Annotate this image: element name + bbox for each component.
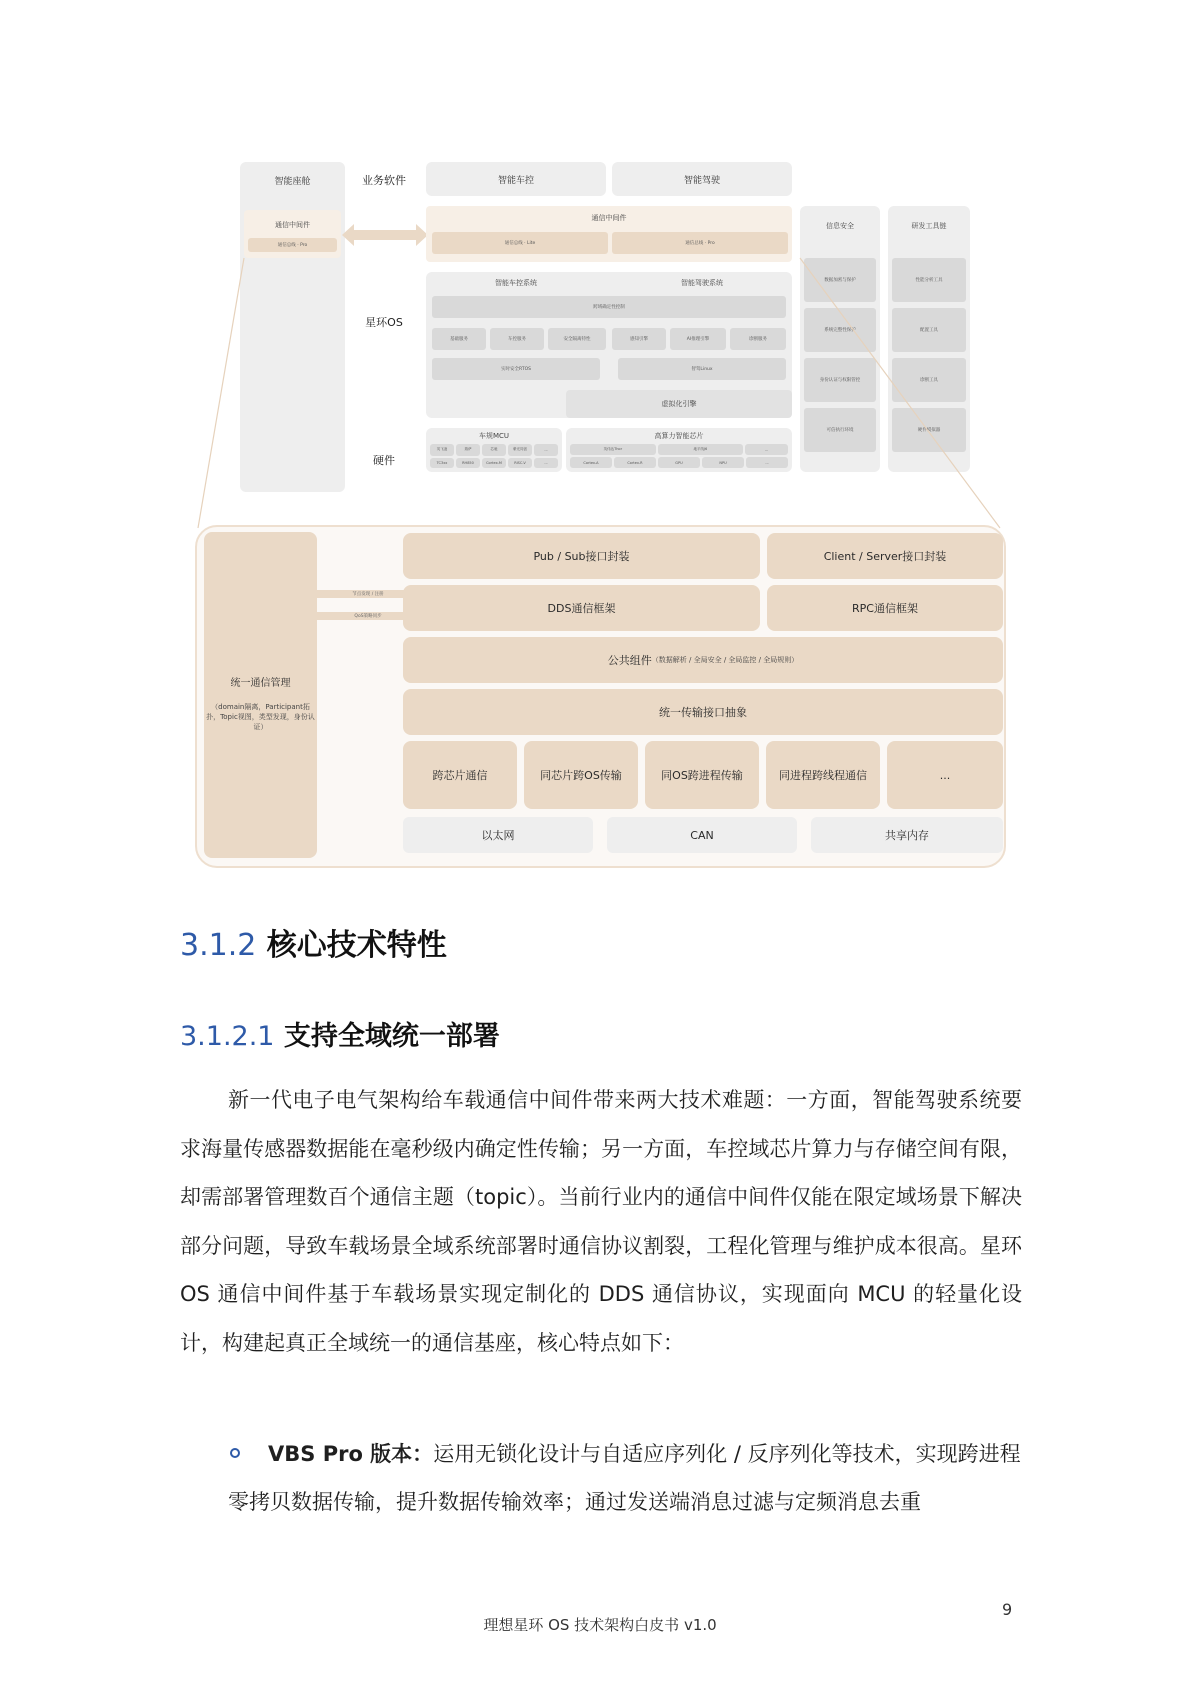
pubsub-interface: Pub / Sub接口封装: [403, 533, 760, 579]
virtualization-engine: 虚拟化引擎: [566, 390, 792, 418]
tools-item: 性能分析工具: [892, 258, 966, 302]
dds-framework: DDS通信框架: [403, 585, 760, 631]
mcu-title: 车规MCU: [478, 432, 510, 440]
mcu-chip: ...: [534, 444, 558, 456]
section-heading-text: 核心技术特性: [266, 928, 447, 963]
row-label-os: 星环OS: [365, 316, 403, 329]
service-item: 诊断服务: [730, 328, 786, 350]
subsection-heading: [180, 1014, 980, 1054]
cockpit-middleware-title: 通信中间件: [275, 221, 310, 229]
cockpit-title: 智能座舱: [274, 176, 311, 187]
rtos-box: 实时安全RTOS: [432, 358, 600, 380]
tools-item: 诊断工具: [892, 358, 966, 402]
tools-title: 研发工具链: [911, 222, 947, 230]
transport-item: 同芯片跨OS传输: [524, 741, 638, 809]
transport-item: 同进程跨线程通信: [766, 741, 880, 809]
business-item-driving: 智能驾驶: [612, 162, 792, 196]
business-item-vehicle-control: 智能车控: [426, 162, 606, 196]
bullet-item: [228, 1430, 1022, 1526]
cross-domain-bar: 跨域确定性控制: [432, 296, 786, 318]
security-title: 信息安全: [826, 222, 854, 230]
service-item: AI推理引擎: [670, 328, 726, 350]
mcu-chip: 瑞萨: [456, 444, 480, 456]
row-label-business: 业务软件: [362, 174, 406, 187]
service-item: 安全隔离特性: [548, 328, 606, 350]
transport-item: 跨芯片通信: [403, 741, 517, 809]
section-heading: [180, 920, 980, 964]
soc-chip: Cortex-R: [614, 457, 656, 468]
mcu-chip: 芯驰: [482, 444, 506, 456]
mcu-chip: ...: [534, 458, 558, 469]
common-components-detail: （数据解析 / 全局安全 / 全局监控 / 全局规则）: [651, 656, 799, 664]
soc-title: 高算力智能芯片: [654, 432, 704, 440]
transport-item: 同OS跨进程传输: [645, 741, 759, 809]
common-components: [403, 637, 1003, 683]
security-item: 可信执行环境: [804, 408, 876, 452]
transport-abstraction: 统一传输接口抽象: [403, 689, 1003, 735]
body-paragraph: 新一代电子电气架构给车载通信中间件带来两大技术难题：一方面，智能驾驶系统要求海量传感器数据能在毫秒级内确定性传输；另一方面，车控域芯片算力与存储空间有限，却需部署管理数百个通信主题（topic）。当前行业内的通信中间件仅能在限定域场景下解决部分问题，导致车载场景全域系统部署时通信协议割裂，工程化管理与维护成本很高。星环 OS 通信中间件基于车载场景实现定制化的 DDS 通信协议，实现面向 MCU 的轻量化设计，构建起真正全域统一的通信基座，核心特点如下：: [180, 1088, 1022, 1355]
physical-item: CAN: [607, 817, 797, 853]
footer-doc-title: 理想星环 OS 技术架构白皮书 v1.0: [483, 1615, 717, 1634]
security-item: 数据加密与保护: [804, 258, 876, 302]
row-label-hardware: 硬件: [373, 454, 395, 467]
mcu-chip: 紫光同创: [508, 444, 532, 456]
mcu-chip: TC3xx: [430, 458, 454, 469]
soc-chip: GPU: [658, 457, 700, 468]
service-item: 基础服务: [432, 328, 486, 350]
soc-chip: Cortex-A: [570, 457, 612, 468]
driving-system: 智能驾驶系统: [681, 279, 723, 287]
rpc-framework: RPC通信框架: [767, 585, 1003, 631]
soc-chip: 英伟达Thor: [570, 444, 656, 455]
common-components-label: 公共组件: [607, 654, 652, 667]
bullet-title: VBS Pro 版本：: [268, 1442, 434, 1466]
bullet-body: 运用无锁化设计与自适应序列化 / 反序列化等技术，实现跨进程零拷贝数据传输，提升数据传输效率；通过发送端消息过滤与定频消息去重: [228, 1442, 1021, 1514]
linux-box: 智驾Linux: [618, 358, 786, 380]
soc-chip: ...: [745, 444, 788, 455]
middleware-title: 通信中间件: [591, 214, 627, 222]
physical-item: 以太网: [403, 817, 593, 853]
mcu-chip: Cortex-M: [482, 458, 506, 469]
tools-item: 配置工具: [892, 308, 966, 352]
section-heading-number: 3.1.2: [180, 928, 257, 963]
physical-item: 共享内存: [811, 817, 1003, 853]
service-item: 感知引擎: [612, 328, 666, 350]
soc-chip: 地平线J6: [658, 444, 744, 455]
security-item: 身份认证与权限管控: [804, 358, 876, 402]
page-number: 9: [1002, 1600, 1013, 1619]
cockpit-middleware-sub: 通信总线 · Pro: [248, 238, 337, 252]
subsection-heading-text: 支持全域统一部署: [283, 1021, 500, 1052]
middleware-lite: 通信总线 · Lite: [432, 232, 608, 254]
unified-mgmt-desc: （domain隔离，Participant拓扑，Topic视图，类型发现，身份认证）: [206, 703, 315, 731]
service-item: 车控服务: [490, 328, 544, 350]
mcu-chip: 英飞凌: [430, 444, 454, 456]
unified-mgmt-title: 统一通信管理: [230, 677, 291, 689]
transport-item: ...: [887, 741, 1003, 809]
security-item: 系统完整性保护: [804, 308, 876, 352]
vehicle-control-system: 智能车控系统: [495, 279, 537, 287]
mcu-chip: RH850: [456, 458, 480, 469]
mcu-chip: RISC-V: [508, 458, 532, 469]
middleware-pro: 通信总线 · Pro: [612, 232, 788, 254]
arrow-label-qos: QoS策略同步: [354, 614, 382, 619]
unified-mgmt-box: [204, 532, 317, 858]
soc-chip: NPU: [702, 457, 744, 468]
tools-item: 硬件模拟器: [892, 408, 966, 452]
soc-chip: ...: [746, 457, 788, 468]
arrow-label-discovery: 节点发现 / 注册: [352, 592, 384, 597]
zoom-connector-lines: [0, 0, 1200, 560]
subsection-heading-number: 3.1.2.1: [180, 1021, 275, 1052]
clientserver-interface: Client / Server接口封装: [767, 533, 1003, 579]
